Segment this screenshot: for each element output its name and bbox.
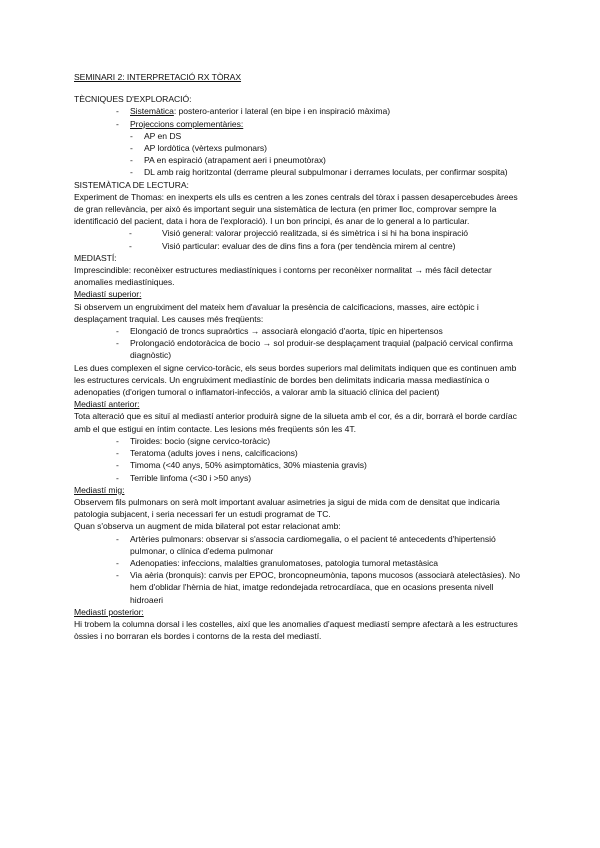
section-heading-mig: Mediastí mig: [74,484,125,495]
projeccions-label: Projeccions complementàries: [130,118,244,129]
mig-paragraph-2: Quan s'observa un augment de mida bilateral pot estar relacionat amb: [74,521,341,532]
section-heading-mediasti: MEDIASTÍ: [74,252,117,263]
list-item: - Prolongació endotoràcica de bocio → sol produir-se desplaçament traquial (palpació cervical confirma diagnòstic) [116,338,513,361]
posterior-paragraph: Hi trobem la columna dorsal i les costelles, així que les anomalies d'aquest mediastí sempre afectarà a les estructures òssies i no borraran els bordes i contorns de la resta del mediastí. [74,618,518,642]
section-heading-anterior: Mediastí anterior: [74,399,140,410]
sub-list-item: - PA en espiració (atrapament aeri i pneumotòrax) [130,155,326,166]
list-item: - Artèries pulmonars: observar si s'associa cardiomegalia, o el pacient té antecedents d'hipertensió pulmonar, o clínica d'edema pulmonar [116,533,496,556]
list-item: - Visió particular: evaluar des de dins fins a fora (per tendència mirem al centre) [129,240,456,251]
section-heading-lectura: SISTEMÀTICA DE LECTURA: [74,179,189,190]
list-item: - Adenopaties: infeccions, malalties granulomatoses, patologia tumoral metastàsica [116,557,438,568]
superior-paragraph: Si observem un engruiximent del mateix hem d'avaluar la presència de calcificacions, masses, aire ectòpic i desplaçament traquial. Les causes més freqüents: [74,301,479,324]
sub-list-item: - AP lordòtica (vèrtexs pulmonars) [130,143,267,154]
section-heading-tecniques: TÈCNIQUES D'EXPLORACIÓ: [74,94,192,105]
lectura-paragraph: Experiment de Thomas: en inexperts els ulls es centren a les zones centrals del tòrax i passen desapercebudes àrees de gran rellevància, per això és important seguir una sistemàtica de lectura (en primer lloc, comprovar sempre la identificació del pacient, data i hora de l'exploració). I un bon principi, és anar de lo general a lo particular. [74,191,518,227]
list-item: - Elongació de troncs supraòrtics → associarà elongació d'aorta, típic en hipertensos [116,326,443,337]
section-heading-posterior: Mediastí posterior: [74,606,144,617]
list-item: - Sistemàtica: postero-anterior i lateral (en bipe i en inspiració màxima) [116,106,391,117]
list-item: - Via aèria (bronquis): canvis per EPOC, broncopneumònia, tapons mucosos (associarà atelectàsies). No hem d'oblidar l'hèrnia de hiat, imatge redondejada retrocardíaca, que en ocasions presenta nivell hidroaeri [116,570,520,605]
list-item: - Projeccions complementàries: [116,118,244,129]
list-item: - Timoma (<40 anys, 50% asimptomàtics, 30% miastenia gravis) [116,460,367,471]
list-item: - Tiroides: bocio (signe cervico-toràcic) [116,435,271,446]
mediasti-paragraph: Imprescindible: reconèixer estructures mediastíniques i contorns per reconèixer normalitat → més fàcil detectar anomalies mediastíniques. [74,265,492,288]
sub-list-item: - DL amb raig horitzontal (derrame pleural subpulmonar i derrames loculats, per confirmar sospita) [130,167,508,178]
superior-paragraph-2: Les dues complexen el signe cervico-toràcic, els seus bordes superiors mal delimitats indiquen que es continuen amb les estructures cervicals. Un engruiximent mediastínic de bordes ben delimitats indicaria massa mediastínica o adenopaties (d'origen tumoral o inflamatori-infecciós, a valorar amb la situació clínica del pacient) [74,362,517,398]
sub-list-item: - AP en DS [130,130,182,141]
list-item: - Visió general: valorar projecció realitzada, si és simètrica i si hi ha bona inspiració [129,228,468,239]
section-heading-superior: Mediastí superior: [74,289,142,300]
document-body [74,71,528,642]
mig-paragraph: Observem fils pulmonars on serà molt important avaluar asimetries ja sigui de mida com de densitat que indicaria patologia subjacent, i seria necessari fer un estudi programat de TC. [74,496,500,520]
page-title: SEMINARI 2: INTERPRETACIÓ RX TÒRAX [74,72,242,82]
list-item: - Teratoma (adults joves i nens, calcificacions) [116,448,298,459]
anterior-paragraph: Tota alteració que es situï al mediastí anterior produirà signe de la silueta amb el cor, és a dir, borrarà el borde cardíac amb el que estigui en íntim contacte. Les lesions més freqüents són les 4T. [74,411,517,434]
sistematica-label: Sistemàtica [130,106,174,117]
list-item: - Terrible linfoma (<30 i >50 anys) [116,472,252,483]
